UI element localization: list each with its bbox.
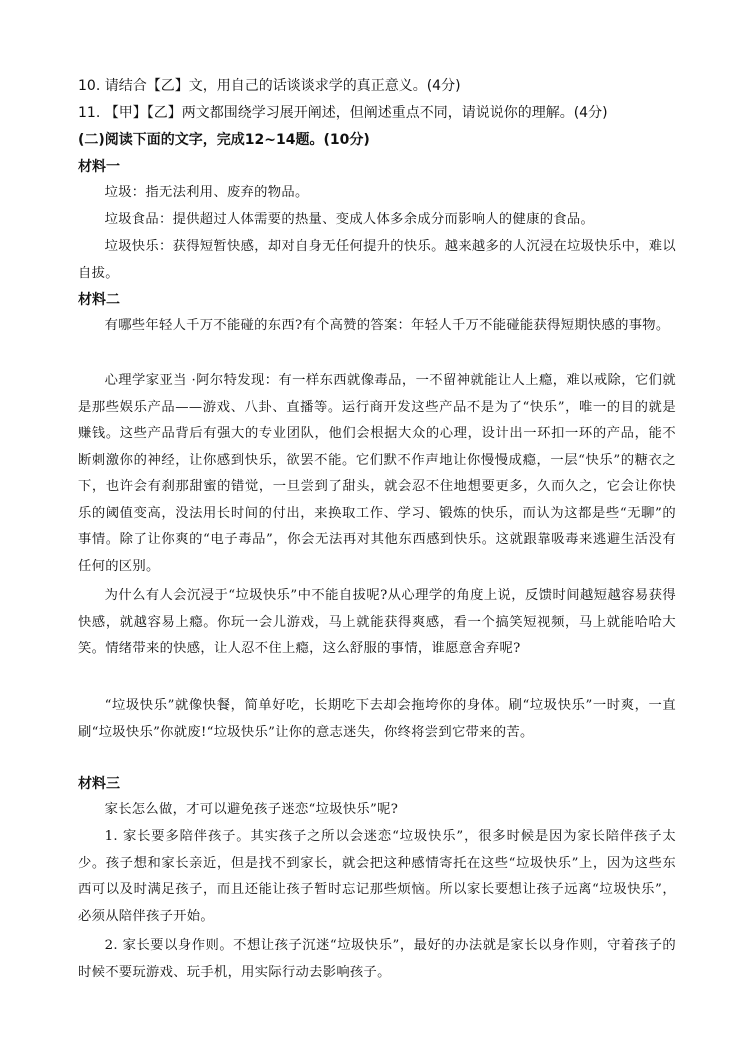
- material-2-title: 材料二: [78, 292, 120, 308]
- question-10: 10. 请结合【乙】文，用自己的话谈谈求学的真正意义。(4分): [78, 78, 461, 94]
- material-3-title: 材料三: [78, 776, 120, 792]
- question-11: 11. 【甲】【乙】两文都围绕学习展开阐述，但阐述重点不同，请说说你的理解。(4分): [78, 105, 608, 121]
- material-3-paragraph: 2. 家长要以身作则。不想让孩子沉迷“垃圾快乐”，最好的办法就是家长以身作则，守着孩子的时候不要玩游戏、玩手机，用实际行动去影响孩子。: [78, 938, 676, 980]
- material-2-paragraph: 心理学家亚当 ·阿尔特发现：有一样东西就像毒品，一不留神就能让人上瘾，难以戒除，它们就是那些娱乐产品——游戏、八卦、直播等。运行商开发这些产品不是为了“快乐”，唯一的目的就是赚钱。这些产品背后有强大的专业团队，他们会根据大众的心理，设计出一环扣一环的产品，能不断刺激你的神经，让你感到快乐，欲罢不能。它们默不作声地让你慢慢成瘾，一层“快乐”的糖衣之下，也许会有刹那甜蜜的错觉，一旦尝到了甜头，就会忍不住地想要更多，久而久之，它会让你快乐的阈值变高，没法用长时间的付出，来换取工作、学习、锻炼的快乐，而认为这都是些“无聊”的事情。除了让你爽的“电子毒品”，你会无法再对其他东西感到快乐。这就跟靠吸毒来逃避生活没有任何的区别。: [78, 373, 676, 574]
- material-1-title: 材料一: [78, 159, 120, 175]
- section-heading: (二)阅读下面的文字，完成12~14题。(10分): [78, 132, 370, 148]
- material-1-paragraph: 垃圾食品：提供超过人体需要的热量、变成人体多余成分而影响人的健康的食品。: [104, 212, 595, 227]
- material-3-paragraph: 1. 家长要多陪伴孩子。其实孩子之所以会迷恋“垃圾快乐”，很多时候是因为家长陪伴孩子太少。孩子想和家长亲近，但是找不到家长，就会把这种感情寄托在这些“垃圾快乐”上，因为这些东西可以及时满足孩子，而且还能让孩子暂时忘记那些烦恼。所以家长要想让孩子远离“垃圾快乐”，必须从陪伴孩子开始。: [78, 829, 676, 924]
- material-1-paragraph: 垃圾快乐：获得短暂快感，却对自身无任何提升的快乐。越来越多的人沉浸在垃圾快乐中，难以自拔。: [78, 239, 676, 281]
- material-2-paragraph: 为什么有人会沉浸于“垃圾快乐”中不能自拔呢?从心理学的角度上说，反馈时间越短越容易获得快感，就越容易上瘾。你玩一会儿游戏，马上就能获得爽感，看一个搞笑短视频，马上就能哈哈大笑。情绪带来的快感，让人忍不住上瘾，这么舒服的事情，谁愿意舍弃呢?: [78, 588, 676, 656]
- material-2-paragraph: “垃圾快乐”就像快餐，简单好吃，长期吃下去却会拖垮你的身体。刷“垃圾快乐”一时爽，一直刷“垃圾快乐”你就废!“垃圾快乐”让你的意志迷失，你终将尝到它带来的苦。: [78, 698, 676, 740]
- material-2-paragraph: 有哪些年轻人千万不能碰的东西?有个高赞的答案：年轻人千万不能碰能获得短期快感的事物。: [104, 318, 670, 333]
- material-3-paragraph: 家长怎么做，才可以避免孩子迷恋“垃圾快乐”呢?: [104, 802, 399, 817]
- material-1-paragraph: 垃圾：指无法利用、废弃的物品。: [104, 185, 309, 200]
